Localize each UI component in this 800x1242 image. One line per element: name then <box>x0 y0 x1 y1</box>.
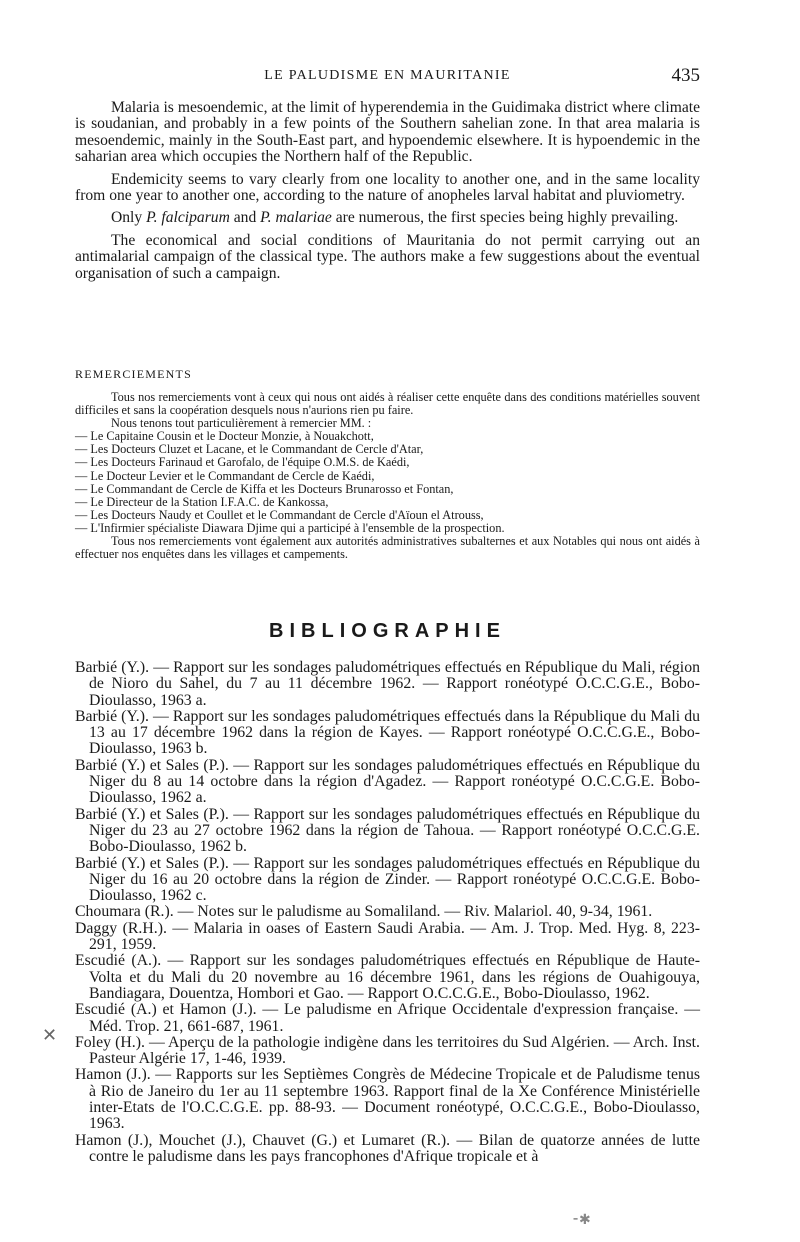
acknowledgements-thanks-line: Nous tenons tout particulièrement à remercier MM. : <box>111 416 372 431</box>
summary-paragraph <box>75 210 700 226</box>
species-name: P. falciparum <box>146 209 230 227</box>
english-summary <box>75 100 700 288</box>
acknowledged-person: — Le Commandant de Cercle de Kiffa et les Docteurs Brunarosso et Fontan, <box>75 481 454 496</box>
species-name: P. malariae <box>260 209 332 227</box>
acknowledgements-heading: REMERCIEMENTS <box>75 367 192 381</box>
bibliography-entry: Daggy (R.H.). — Malaria in oases of Eastern Saudi Arabia. — Am. J. Trop. Med. Hyg. 8, 223-291, 1959. <box>75 919 700 954</box>
bibliography-entry: Hamon (J.). — Rapports sur les Septièmes Congrès de Médecine Tropicale et de Paludisme tenus à Rio de Janeiro du 1er au 11 septembre 1963. Rapport final de la Xe Conférence Ministérielle inter-Etats de l'O.C.C.G.E. pp. 88-93. — Document ronéotypé, O.C.C.G.E., Bobo-Dioulasso, 1963. <box>75 1066 700 1133</box>
bibliography-entry: Barbié (Y.) et Sales (P.). — Rapport sur les sondages paludométriques effectués en République du Niger du 23 au 27 octobre 1962 dans la région de Tahoua. — Rapport ronéotypé O.C.C.G.E. Bobo-Dioulasso, 1962 b. <box>75 805 700 856</box>
acknowledgements-intro: Tous nos remerciements vont à ceux qui nous ont aidés à réaliser cette enquête dans des conditions matérielles souvent difficiles et sans la coopération desquels nous n'aurions rien pu faire. <box>75 390 700 418</box>
summary-paragraph: Endemicity seems to vary clearly from one locality to another one, and in the same locality from one year to another one, according to the nature of anopheles larval habitat and pluviometry. <box>75 170 700 205</box>
summary-text: Only <box>111 209 143 227</box>
acknowledgements-closing: Tous nos remerciements vont également aux autorités administratives subalternes et aux Notables qui nous ont aidés à effectuer nos enquêtes dans les villages et campements. <box>75 534 700 562</box>
bibliography-list <box>75 660 700 1165</box>
summary-paragraph: Malaria is mesoendemic, at the limit of hyperendemia in the Guidimaka district where climate is soudanian, and probably in a few points of the Southern sahelian zone. In that area malaria is mesoendemic, mainly in the South-East part, and hypoendemic elsewhere. It is hypoendemic in the saharian area which occupies the Northern half of the Republic. <box>75 99 700 166</box>
bibliography-entry: Escudié (A.) et Hamon (J.). — Le paludisme en Afrique Occidentale d'expression française. — Méd. Trop. 21, 661-687, 1961. <box>75 1001 700 1035</box>
ink-smudge-mark: ⁃✱ <box>572 1213 591 1228</box>
acknowledgements-section <box>75 391 700 561</box>
acknowledged-person: — Le Directeur de la Station I.F.A.C. de Kankossa, <box>75 494 329 509</box>
bibliography-entry: Barbié (Y.). — Rapport sur les sondages paludométriques effectués en République du Mali, région de Nioro du Sahel, du 7 au 11 décembre 1962. — Rapport ronéotypé O.C.C.G.E., Bobo-Dioulasso, 1963 a. <box>75 659 700 709</box>
bibliography-entry: Foley (H.). — Aperçu de la pathologie indigène dans les territoires du Sud Algérien. — Arch. Inst. Pasteur Algérie 17, 1-46, 1939. <box>75 1033 700 1068</box>
bibliography-entry: Hamon (J.), Mouchet (J.), Chauvet (G.) et Lumaret (R.). — Bilan de quatorze années de lutte contre le paludisme dans les pays francophones d'Afrique tropicale et à <box>75 1131 700 1165</box>
bibliography-entry: Choumara (R.). — Notes sur le paludisme au Somaliland. — Riv. Malariol. 40, 9-34, 1961. <box>75 903 653 921</box>
bibliography-title: BIBLIOGRAPHIE <box>269 620 506 642</box>
running-header <box>75 65 700 90</box>
bibliography-entry: Barbié (Y.). — Rapport sur les sondages paludométriques effectués dans la République du Mali du 13 au 17 décembre 1962 dans la région de Kayes. — Rapport ronéotypé O.C.C.G.E., Bobo-Dioulasso, 1963 b. <box>75 707 700 758</box>
acknowledged-person: — L'Infirmier spécialiste Diawara Djime qui a participé à l'ensemble de la prospection. <box>75 520 505 535</box>
bibliography-entry: Barbié (Y.) et Sales (P.). — Rapport sur les sondages paludométriques effectués en République du Niger du 16 au 20 octobre dans la région de Zinder. — Rapport ronéotypé O.C.C.G.E. Bobo-Dioulasso, 1962 c. <box>75 854 700 905</box>
summary-paragraph: The economical and social conditions of Mauritania do not permit carrying out an antimalarial campaign of the classical type. The authors make a few suggestions about the eventual organisation of such a campaign. <box>75 231 700 282</box>
acknowledged-person: — Le Capitaine Cousin et le Docteur Monzie, à Nouakchott, <box>75 429 374 444</box>
bibliography-entry: Escudié (A.). — Rapport sur les sondages paludométriques effectués en République de Haute-Volta et du Mali du 20 novembre au 16 décembre 1961, dans les régions de Ouahigouya, Bandiagara, Douentza, Hombori et Gao. — Rapport O.C.C.G.E., Bobo-Dioulasso, 1962. <box>75 952 700 1002</box>
acknowledged-person: — Les Docteurs Cluzet et Lacane, et le Commandant de Cercle d'Atar, <box>75 442 424 457</box>
margin-annotation-mark: ✕ <box>42 1025 58 1045</box>
bibliography-entry: Barbié (Y.) et Sales (P.). — Rapport sur les sondages paludométriques effectués en République du Niger du 8 au 14 octobre dans la région d'Agadez. — Rapport ronéotypé O.C.C.G.E. Bobo-Dioulasso, 1962 a. <box>75 756 700 807</box>
acknowledged-person: — Les Docteurs Farinaud et Garofalo, de l'équipe O.M.S. de Kaédi, <box>75 455 410 470</box>
running-title: LE PALUDISME EN MAURITANIE <box>264 68 511 83</box>
page-number: 435 <box>671 65 700 86</box>
acknowledged-person: — Le Docteur Levier et le Commandant de Cercle de Kaédi, <box>75 468 375 483</box>
acknowledgements-list <box>75 430 700 535</box>
acknowledged-person: — Les Docteurs Naudy et Coullet et le Commandant de Cercle d'Aïoun el Atrouss, <box>75 507 484 522</box>
summary-text: are numerous, the first species being highly prevailing. <box>335 209 679 227</box>
summary-text: and <box>233 209 257 227</box>
